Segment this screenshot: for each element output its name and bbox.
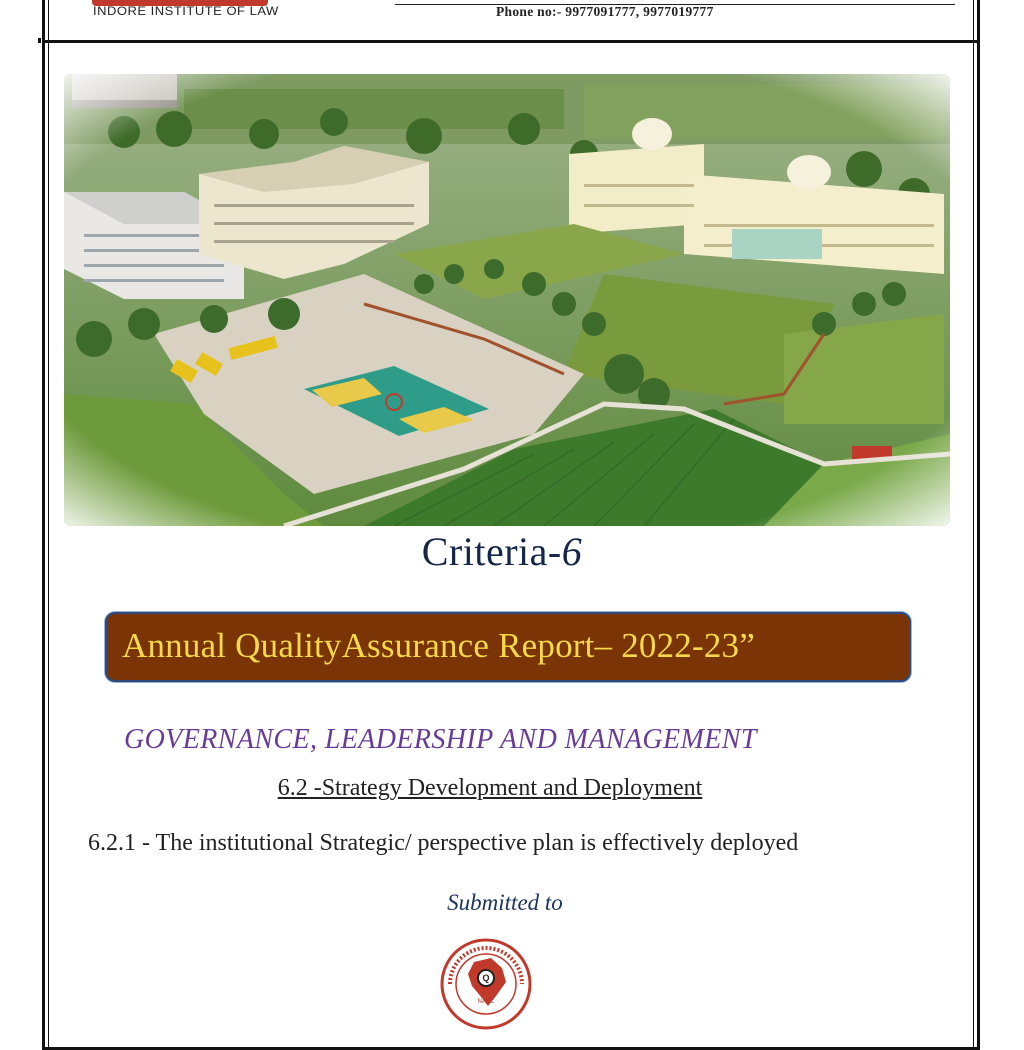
criteria-title [0, 528, 1024, 575]
naac-seal-icon [436, 934, 536, 1034]
report-title: Annual QualityAssurance Report– 2022-23” [122, 626, 755, 665]
section-subheading: 6.2 -Strategy Development and Deployment [277, 775, 703, 801]
campus-aerial-photo [64, 74, 950, 526]
criteria-number: 6 [561, 529, 583, 574]
naac-caption: NAAC [477, 999, 495, 1005]
header-divider-mark [38, 38, 41, 43]
criteria-label: Criteria- [421, 529, 562, 574]
submitted-to-label: Submitted to [447, 890, 563, 915]
phone-numbers: Phone no:- 9977091777, 9977019777 [496, 4, 714, 19]
section-heading: GOVERNANCE, LEADERSHIP AND MANAGEMENT [124, 724, 757, 755]
institution-name: INDORE INSTITUTE OF LAW [93, 3, 279, 18]
header-divider [42, 40, 980, 43]
metric-statement: 6.2.1 - The institutional Strategic/ perspective plan is effectively deployed [88, 830, 799, 856]
svg-text:Q: Q [482, 973, 490, 983]
